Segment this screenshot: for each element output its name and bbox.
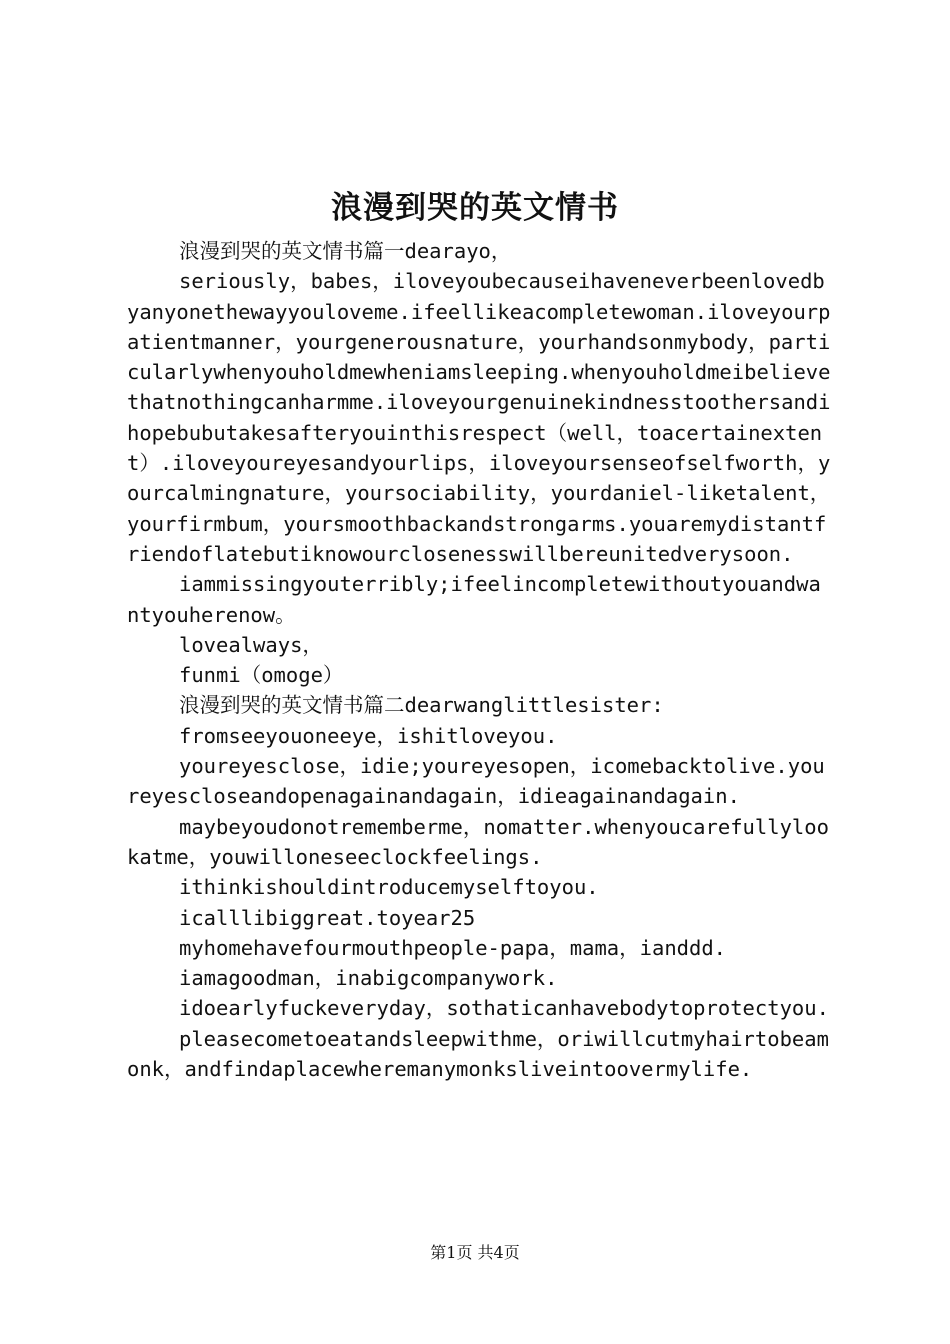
paragraph-12: myhomehavefourmouthpeople-papa，mama，ianddd. <box>179 935 727 960</box>
paragraph-10: ithinkishouldintroducemyselftoyou. <box>179 875 599 900</box>
page-number-footer: 第1页 共4页 <box>430 1243 520 1262</box>
paragraph-4: lovealways， <box>179 632 323 657</box>
paragraph-7: fromseeyouoneeye，ishitloveyou. <box>179 723 558 748</box>
paragraph-1: 浪漫到哭的英文情书篇一dearayo， <box>179 239 512 263</box>
paragraph-14: idoearlyfuckeveryday，sothaticanhavebodytoprotectyou. <box>179 996 829 1021</box>
document-body <box>127 236 833 1084</box>
paragraph-11: icalllibiggreat.toyear25 <box>179 905 476 930</box>
paragraph-13: iamagoodman，inabigcompanywork. <box>179 966 558 991</box>
paragraph-6: 浪漫到哭的英文情书篇二dearwanglittlesister: <box>179 693 664 718</box>
paragraph-9: maybeyoudonotrememberme，nomatter.whenyoucarefullylookatme，youwilloneseeclockfeelings. <box>127 814 829 869</box>
paragraph-5: funmi（omoge） <box>179 663 344 688</box>
paragraph-8: youreyesclose，idie;youreyesopen，icomebacktolive.youreyescloseandopenagainandagain，idieagainandagain. <box>127 754 825 809</box>
paragraph-15: pleasecometoeatandsleepwithme，oriwillcutmyhairtobeamonk，andfindaplacewheremanymonksliveintoovermylife. <box>127 1026 829 1082</box>
paragraph-3: iammissingyouterribly;ifeelincompletewithoutyouandwantyouherenow。 <box>127 572 821 627</box>
paragraph-2: seriously，babes，iloveyoubecauseihaveneverbeenlovedbyanyonethewayyouloveme.ifeellikeacompletewoman.iloveyourpatientmanner，yourgenerousnature，yourhandsonmybody，particularlywhenyouholdmewheniamsleeping.whenyouholdmeibelievethatnothingcanharmme.iloveyourgenuinekindnesstoothersandihopebubutakesafteryouinthisrespect（well，toacertainextent）.iloveyoureyesandyourlips，iloveyoursenseofselfworth，yourcalmingnature，yoursociability，yourdaniel-liketalent，yourfirmbum，yoursmoothbackandstrongarms.youaremydistantfriendoflatebutiknowourclosenesswillbereunitedverysoon. <box>127 269 831 566</box>
document-title: 浪漫到哭的英文情书 <box>331 190 619 226</box>
